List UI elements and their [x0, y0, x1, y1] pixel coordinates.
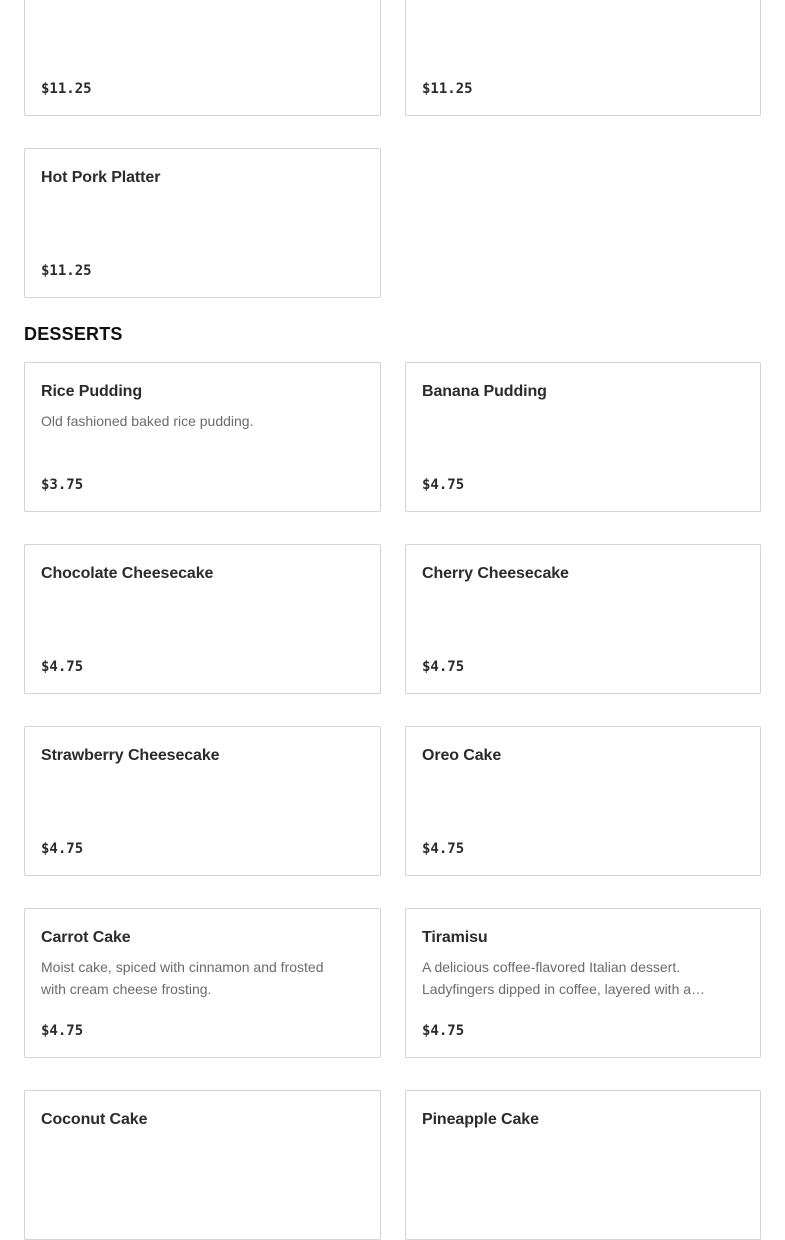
menu-item-name: Carrot Cake: [41, 929, 131, 946]
menu-item-card-chocolate-cheesecake[interactable]: [24, 544, 381, 694]
desserts-grid: [24, 362, 761, 1240]
menu-item-price: $4.75: [41, 841, 84, 857]
menu-item-description: Old fashioned baked rice pudding.: [41, 413, 254, 429]
menu-item-card[interactable]: [24, 0, 381, 116]
menu-item-name: Hot Pork Platter: [41, 169, 161, 186]
menu-item-price: $4.75: [422, 477, 465, 493]
menu-item-description: A delicious coffee-flavored Italian dessert. Ladyfingers dipped in coffee, layered with a…: [422, 959, 706, 997]
menu-item-card-oreo-cake[interactable]: [405, 726, 761, 876]
menu-item-price: $3.75: [41, 477, 84, 493]
menu-item-card-hot-pork-platter[interactable]: [24, 148, 381, 298]
menu-item-name: Tiramisu: [422, 929, 488, 946]
menu-item-name: Strawberry Cheesecake: [41, 747, 220, 764]
menu-item-card[interactable]: [405, 0, 761, 116]
menu-item-price: $11.25: [41, 81, 92, 97]
menu-item-name: Chocolate Cheesecake: [41, 565, 214, 582]
menu-item-name: Cherry Cheesecake: [422, 565, 569, 582]
menu-item-card-cherry-cheesecake[interactable]: [405, 544, 761, 694]
menu-page: [24, 0, 761, 1240]
menu-item-name: Rice Pudding: [41, 383, 143, 400]
menu-item-card-pineapple-cake[interactable]: [405, 1090, 761, 1240]
menu-item-card-rice-pudding[interactable]: [24, 362, 381, 512]
menu-item-name: Oreo Cake: [422, 747, 502, 764]
menu-item-name: Banana Pudding: [422, 383, 547, 400]
menu-item-price: $4.75: [422, 659, 465, 675]
menu-item-description: Moist cake, spiced with cinnamon and frosted with cream cheese frosting.: [41, 959, 324, 997]
menu-item-card-coconut-cake[interactable]: [24, 1090, 381, 1240]
menu-item-card-tiramisu[interactable]: [405, 908, 761, 1058]
menu-item-price: $11.25: [422, 81, 473, 97]
menu-item-name: Coconut Cake: [41, 1111, 148, 1128]
menu-item-price: $11.25: [41, 263, 92, 279]
menu-item-card-banana-pudding[interactable]: [405, 362, 761, 512]
menu-item-name: Pineapple Cake: [422, 1111, 539, 1128]
menu-item-price: $4.75: [422, 1023, 465, 1039]
section-title-desserts: DESSERTS: [24, 324, 123, 344]
menu-item-card-strawberry-cheesecake[interactable]: [24, 726, 381, 876]
menu-item-price: $4.75: [41, 659, 84, 675]
menu-item-price: $4.75: [422, 841, 465, 857]
menu-item-card-carrot-cake[interactable]: [24, 908, 381, 1058]
menu-item-price: $4.75: [41, 1023, 84, 1039]
previous-section-grid: [24, 0, 761, 298]
